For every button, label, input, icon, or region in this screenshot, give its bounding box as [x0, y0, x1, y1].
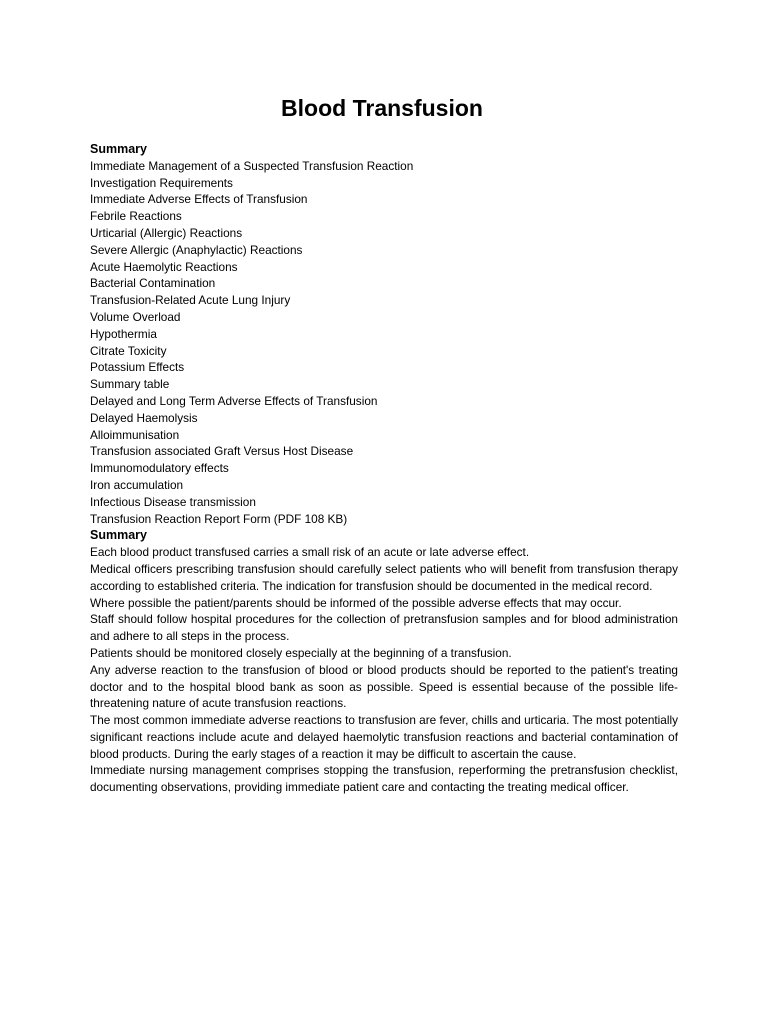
summary-paragraph: Any adverse reaction to the transfusion of blood or blood products should be reported to the patient's treating doctor and to the hospital blood bank as soon as possible. Speed is essential because of the possible life-threatening nature of acute transfusion reactions.: [90, 662, 678, 711]
toc-item: Severe Allergic (Anaphylactic) Reactions: [90, 242, 303, 257]
toc-item: Transfusion Reaction Report Form (PDF 108 KB): [90, 511, 348, 526]
toc-item: Urticarial (Allergic) Reactions: [90, 225, 243, 240]
page-title: Blood Transfusion: [281, 95, 483, 121]
table-of-contents: [90, 158, 678, 528]
summary-paragraph: Immediate nursing management comprises stopping the transfusion, reperforming the pretransfusion checklist, documenting observations, providing immediate patient care and contacting the treating medical officer.: [90, 763, 678, 795]
toc-item: Delayed Haemolysis: [90, 410, 198, 425]
toc-item: Immediate Management of a Suspected Transfusion Reaction: [90, 158, 414, 173]
toc-item: Alloimmunisation: [90, 427, 180, 442]
toc-item: Potassium Effects: [90, 360, 185, 375]
toc-heading: Summary: [90, 142, 147, 156]
summary-heading: Summary: [90, 528, 147, 543]
toc-item: Iron accumulation: [90, 477, 184, 492]
summary-paragraph: Staff should follow hospital procedures for the collection of pretransfusion samples and for blood administration and adhere to all steps in the process.: [90, 612, 678, 644]
toc-item: Bacterial Contamination: [90, 276, 216, 291]
toc-item: Transfusion-Related Acute Lung Injury: [90, 293, 291, 308]
summary-paragraph: The most common immediate adverse reactions to transfusion are fever, chills and urticaria. The most potentially significant reactions include acute and delayed haemolytic transfusion reactions and bacterial contamination of blood products. During the early stages of a reaction it may be difficult to ascertain the cause.: [90, 713, 678, 761]
summary-body: [90, 544, 678, 796]
toc-item: Volume Overload: [90, 309, 181, 324]
toc-item: Immediate Adverse Effects of Transfusion: [90, 192, 308, 207]
document-page: [90, 92, 678, 796]
toc-item: Acute Haemolytic Reactions: [90, 259, 238, 274]
toc-item: Infectious Disease transmission: [90, 494, 256, 509]
summary-paragraph: Where possible the patient/parents should be informed of the possible adverse effects that may occur.: [90, 595, 622, 610]
toc-item: Immunomodulatory effects: [90, 461, 229, 476]
toc-item: Febrile Reactions: [90, 209, 182, 224]
toc-item: Transfusion associated Graft Versus Host Disease: [90, 444, 354, 459]
toc-item: Delayed and Long Term Adverse Effects of Transfusion: [90, 393, 378, 408]
summary-paragraph: Each blood product transfused carries a small risk of an acute or late adverse effect.: [90, 545, 530, 560]
summary-paragraph: Patients should be monitored closely especially at the beginning of a transfusion.: [90, 645, 512, 660]
toc-item: Hypothermia: [90, 326, 157, 341]
toc-item: Summary table: [90, 377, 170, 392]
toc-item: Investigation Requirements: [90, 175, 233, 190]
summary-paragraph: Medical officers prescribing transfusion should carefully select patients who will benefit from transfusion therapy according to established criteria. The indication for transfusion should be documented in the medical record.: [90, 561, 678, 593]
toc-item: Citrate Toxicity: [90, 343, 167, 358]
